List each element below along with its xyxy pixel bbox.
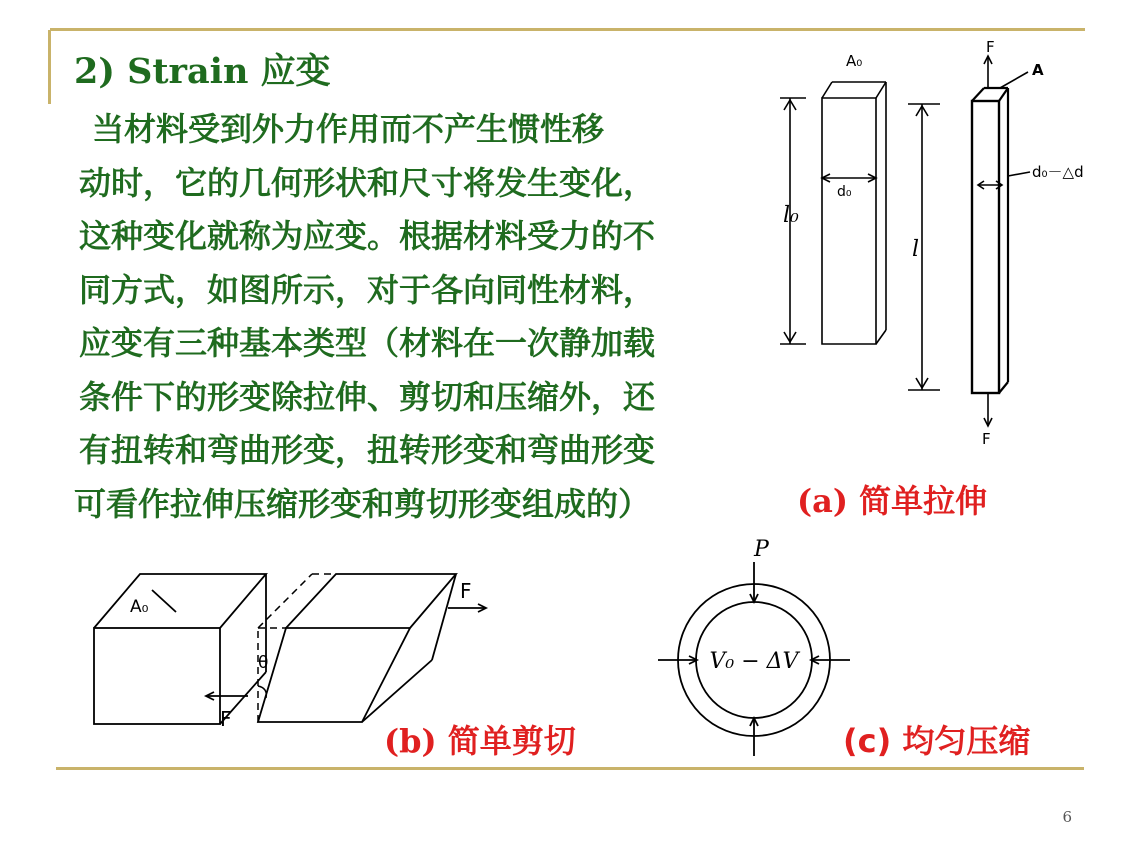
area0-label-a: A₀ <box>846 52 863 70</box>
volume-label: V₀ − ΔV <box>709 649 799 674</box>
bottom-rule <box>56 767 1084 770</box>
caption-compression: (c) 均匀压缩 <box>843 722 1031 760</box>
paragraph-line: 条件下的形变除拉伸、剪切和压缩外，还 <box>79 377 656 416</box>
force-top-label: F <box>986 38 995 56</box>
paragraph-line: 可看作拉伸压缩形变和剪切形变组成的） <box>74 484 651 523</box>
paragraph-line: 同方式，如图所示，对于各向同性材料， <box>79 270 656 309</box>
area0-label-b: A₀ <box>130 597 149 617</box>
force-left-label: F <box>220 707 232 731</box>
paragraph-line: 应变有三种基本类型（材料在一次静加载 <box>79 324 656 362</box>
force-right-label: F <box>460 579 472 603</box>
page-number: 6 <box>1062 808 1072 826</box>
area-label-a: A <box>1032 61 1044 79</box>
pressure-label: P <box>754 537 769 562</box>
length0-label: l₀ <box>783 203 799 228</box>
length-label: l <box>912 237 920 262</box>
caption-tension: (a) 简单拉伸 <box>797 482 988 520</box>
caption-shear: (b) 简单剪切 <box>384 722 576 760</box>
force-bottom-label: F <box>982 430 991 448</box>
paragraph-line: 动时，它的几何形状和尺寸将发生变化， <box>79 163 656 202</box>
paragraph-line: 当材料受到外力作用而不产生惯性移 <box>92 110 605 148</box>
slide-title: 2) Strain 应变 <box>74 51 331 92</box>
paragraph-line: 有扭转和弯曲形变，扭转形变和弯曲形变 <box>79 431 656 469</box>
diameter-change-label: d₀－△d <box>1032 163 1084 181</box>
angle-label: θ <box>258 653 269 673</box>
diameter0-label: d₀ <box>837 184 852 200</box>
paragraph-line: 这种变化就称为应变。根据材料受力的不 <box>79 217 656 255</box>
